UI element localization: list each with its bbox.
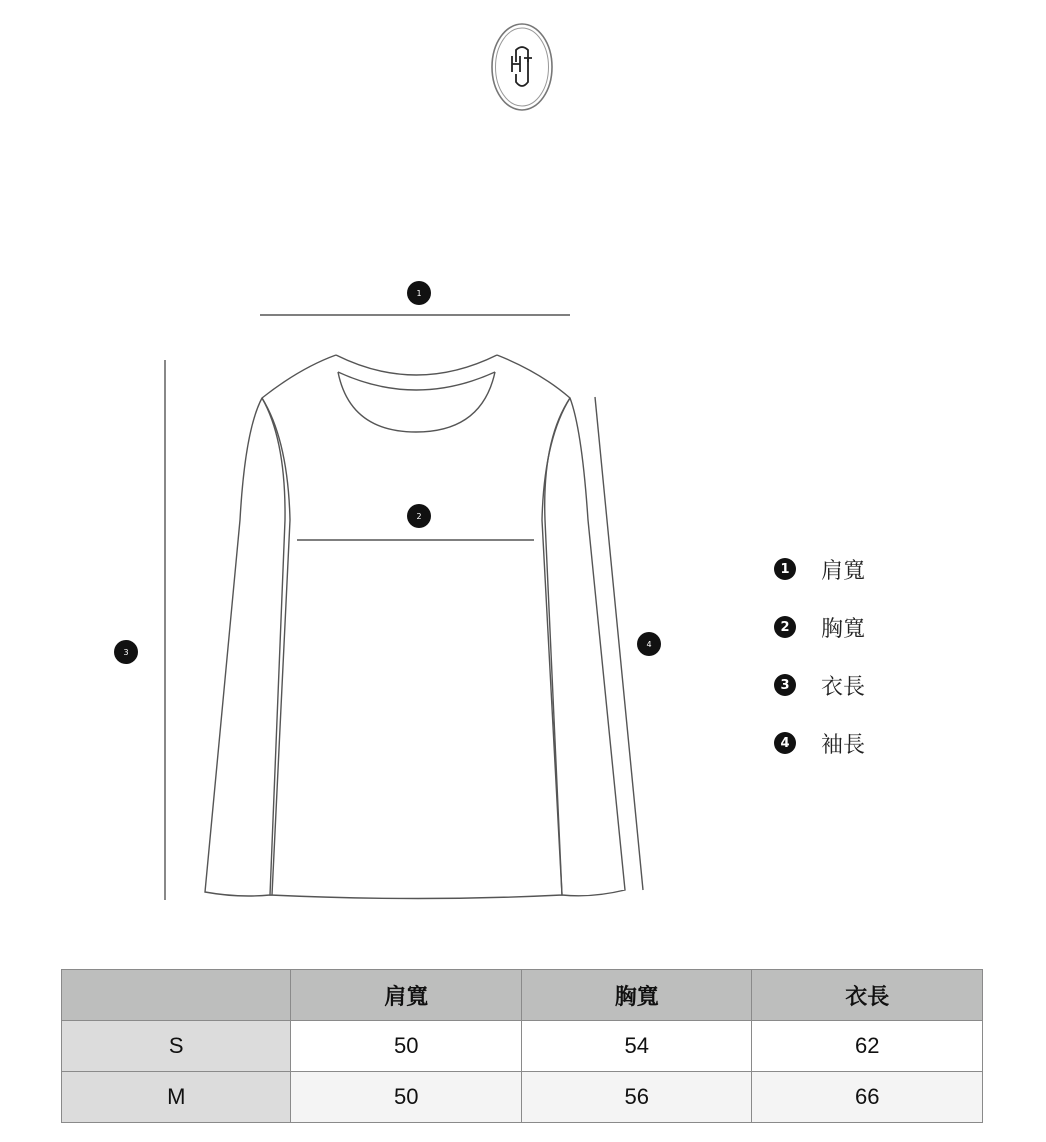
legend-label: 肩寬 <box>821 558 866 584</box>
svg-text:4: 4 <box>646 640 652 649</box>
marker-4 <box>637 632 661 656</box>
table-row <box>62 1072 983 1123</box>
table-header-row <box>62 970 983 1021</box>
table-cell: 66 <box>752 1072 983 1123</box>
sleeve-measure-line <box>595 397 643 890</box>
legend-item-chest <box>774 598 865 656</box>
table-cell: 62 <box>752 1021 983 1072</box>
legend-label: 胸寬 <box>821 616 866 642</box>
table-cell: 50 <box>291 1021 522 1072</box>
legend-label: 袖長 <box>821 732 866 758</box>
legend-label: 衣長 <box>821 674 866 700</box>
table-header-cell: 肩寬 <box>291 970 522 1021</box>
svg-text:2: 2 <box>416 512 422 521</box>
table-header-cell: 衣長 <box>752 970 983 1021</box>
legend-number: 2 <box>774 616 796 638</box>
collar-outer <box>336 355 497 375</box>
size-table <box>61 969 983 1123</box>
table-cell: 54 <box>521 1021 752 1072</box>
measurement-legend <box>774 540 865 772</box>
svg-text:3: 3 <box>123 648 129 657</box>
marker-2 <box>407 504 431 528</box>
legend-item-sleeve <box>774 714 865 772</box>
table-header-cell: 胸寬 <box>521 970 752 1021</box>
shirt-outline <box>205 355 625 899</box>
table-cell: 56 <box>521 1072 752 1123</box>
table-cell: 50 <box>291 1072 522 1123</box>
svg-text:1: 1 <box>416 289 422 298</box>
table-header-cell <box>62 970 291 1021</box>
marker-1 <box>407 281 431 305</box>
legend-item-length <box>774 656 865 714</box>
legend-number: 4 <box>774 732 796 754</box>
legend-item-shoulder <box>774 540 865 598</box>
table-row <box>62 1021 983 1072</box>
legend-number: 3 <box>774 674 796 696</box>
marker-3 <box>114 640 138 664</box>
size-label: M <box>62 1072 291 1123</box>
legend-number: 1 <box>774 558 796 580</box>
size-label: S <box>62 1021 291 1072</box>
